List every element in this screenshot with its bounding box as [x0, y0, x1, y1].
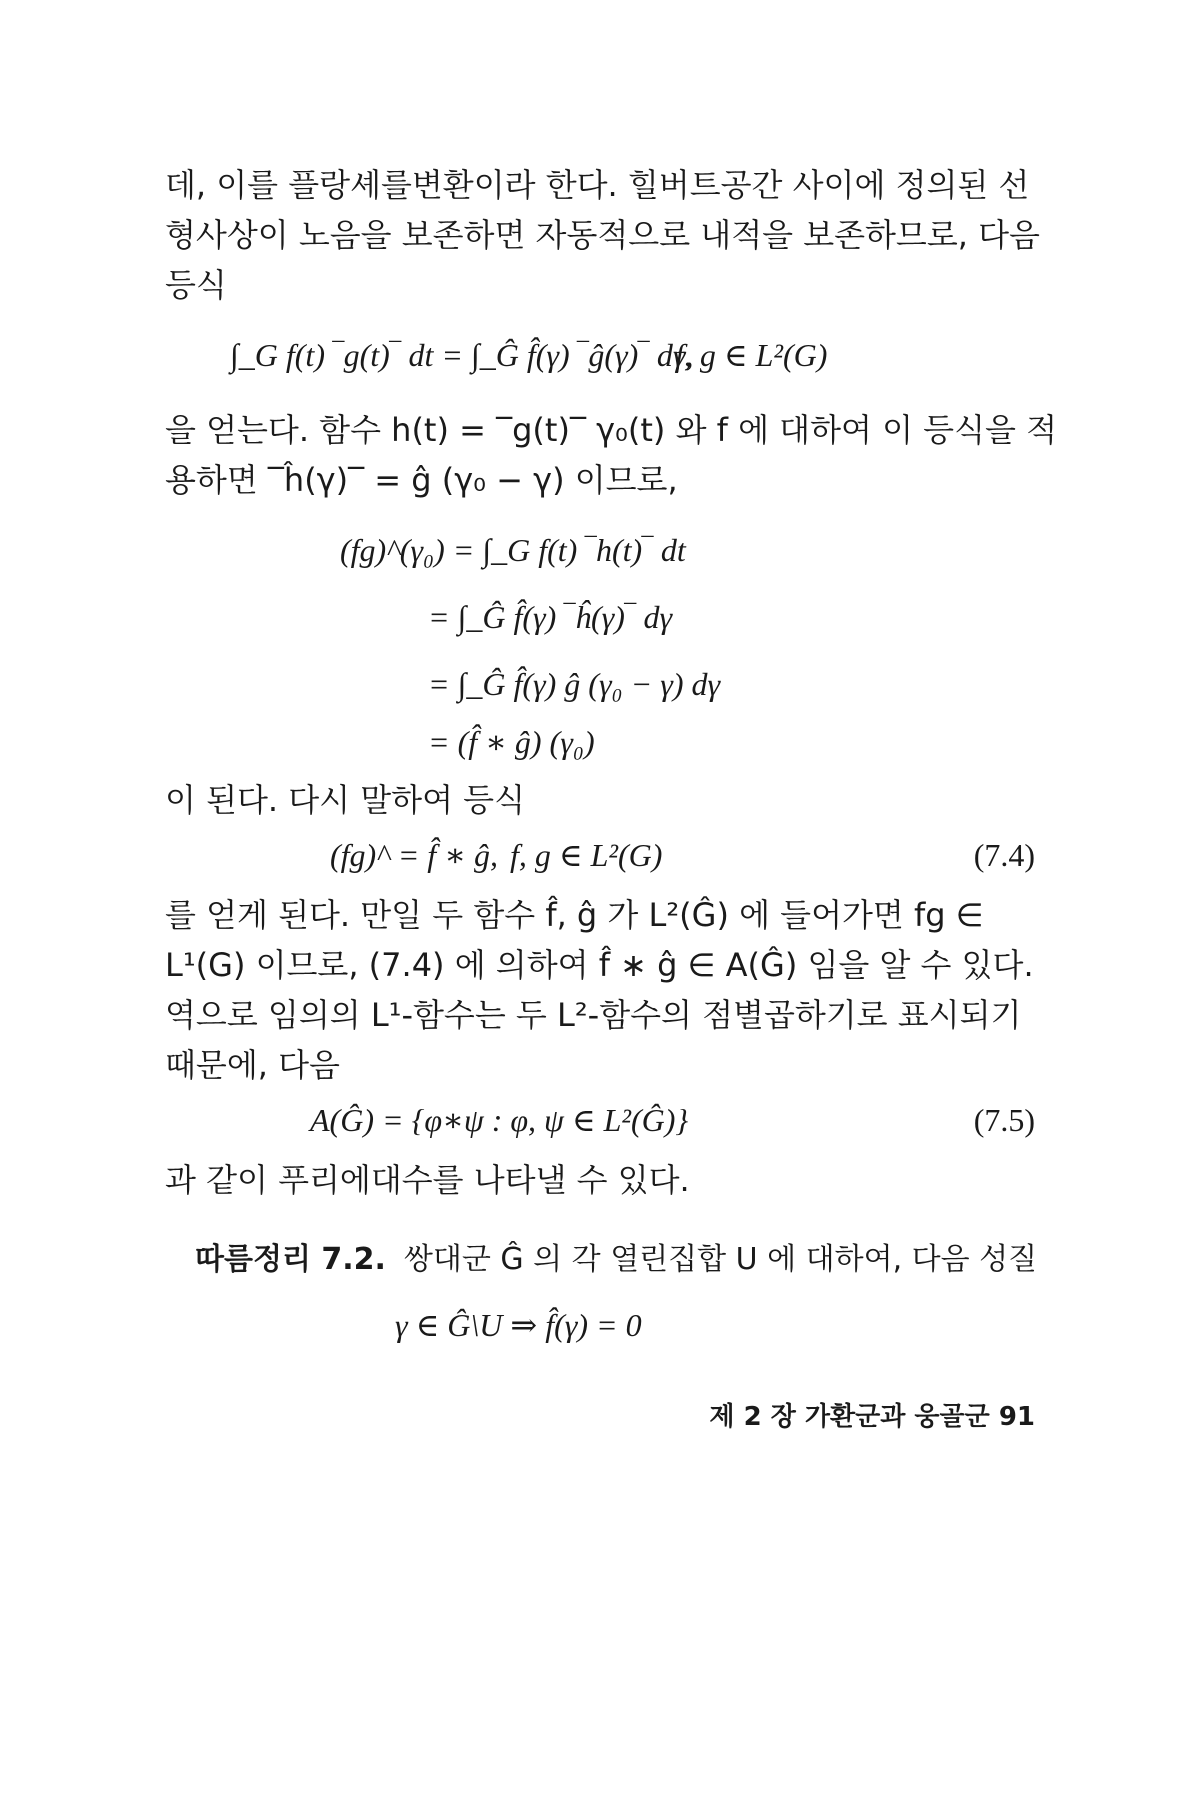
paragraph-line: 데, 이를 플랑셰를변환이라 한다. 힐버트공간 사이에 정의된 선 [165, 166, 1030, 204]
equation-number: (7.4) [973, 837, 1035, 873]
derivation-row: = ∫_Ĝ f̂(γ) ĝ (γ₀ − γ) dγ [428, 666, 721, 702]
paragraph-line: 용하면 ‾ĥ(γ)‾ = ĝ (γ₀ − γ) 이므로, [165, 461, 678, 499]
corollary-text: 쌍대군 Ĝ 의 각 열린집합 U 에 대하여, 다음 성질 [403, 1242, 1038, 1277]
equation-7-4: (fg)^ = f̂ ∗ ĝ, [330, 837, 498, 873]
paragraph-line: 형사상이 노음을 보존하면 자동적으로 내적을 보존하므로, 다음 [165, 216, 1040, 254]
paragraph-line: 역으로 임의의 L¹-함수는 두 L²-함수의 점별곱하기로 표시되기 [165, 996, 1022, 1034]
derivation-row: = (f̂ ∗ ĝ) (γ₀) [428, 724, 595, 760]
paragraph-line: 이 된다. 다시 말하여 등식 [165, 781, 525, 819]
paragraph-line: 때문에, 다음 [165, 1046, 340, 1084]
equation-condition: f, g ∈ L²(G) [675, 337, 828, 373]
corollary-label: 따름정리 7.2. [195, 1242, 386, 1277]
equation-7-5: A(Ĝ) = {φ∗ψ : φ, ψ ∈ L²(Ĝ)} [310, 1102, 689, 1138]
equation-support: γ ∈ Ĝ\U ⇒ f̂(γ) = 0 [395, 1307, 642, 1343]
paragraph-line: 등식 [165, 266, 227, 304]
corollary-heading [195, 1240, 1045, 1280]
page-footer: 제 2 장 가환군과 웅골군 91 [709, 1402, 1035, 1432]
paragraph-line: 을 얻는다. 함수 h(t) = ‾g(t)‾ γ₀(t) 와 f 에 대하여 이 등식을 적 [165, 411, 1057, 449]
derivation-row: (fg)^(γ₀) = ∫_G f(t) ‾h(t)‾ dt [340, 532, 686, 568]
derivation-row: = ∫_Ĝ f̂(γ) ‾ĥ(γ)‾ dγ [428, 599, 673, 635]
equation-condition: f, g ∈ L²(G) [510, 837, 663, 873]
equation-number: (7.5) [973, 1102, 1035, 1138]
equation-parseval: ∫_G f(t) ‾g(t)‾ dt = ∫_Ĝ f̂(γ) ‾ĝ(γ)‾ dγ, [230, 337, 694, 373]
paragraph-line: 를 얻게 된다. 만일 두 함수 f̂, ĝ 가 L²(Ĝ) 에 들어가면 fg ∈ [165, 896, 984, 934]
paragraph-line: L¹(G) 이므로, (7.4) 에 의하여 f̂ ∗ ĝ ∈ A(Ĝ) 임을 알 수 있다. [165, 946, 1034, 984]
paragraph-line: 과 같이 푸리에대수를 나타낼 수 있다. [165, 1161, 690, 1199]
